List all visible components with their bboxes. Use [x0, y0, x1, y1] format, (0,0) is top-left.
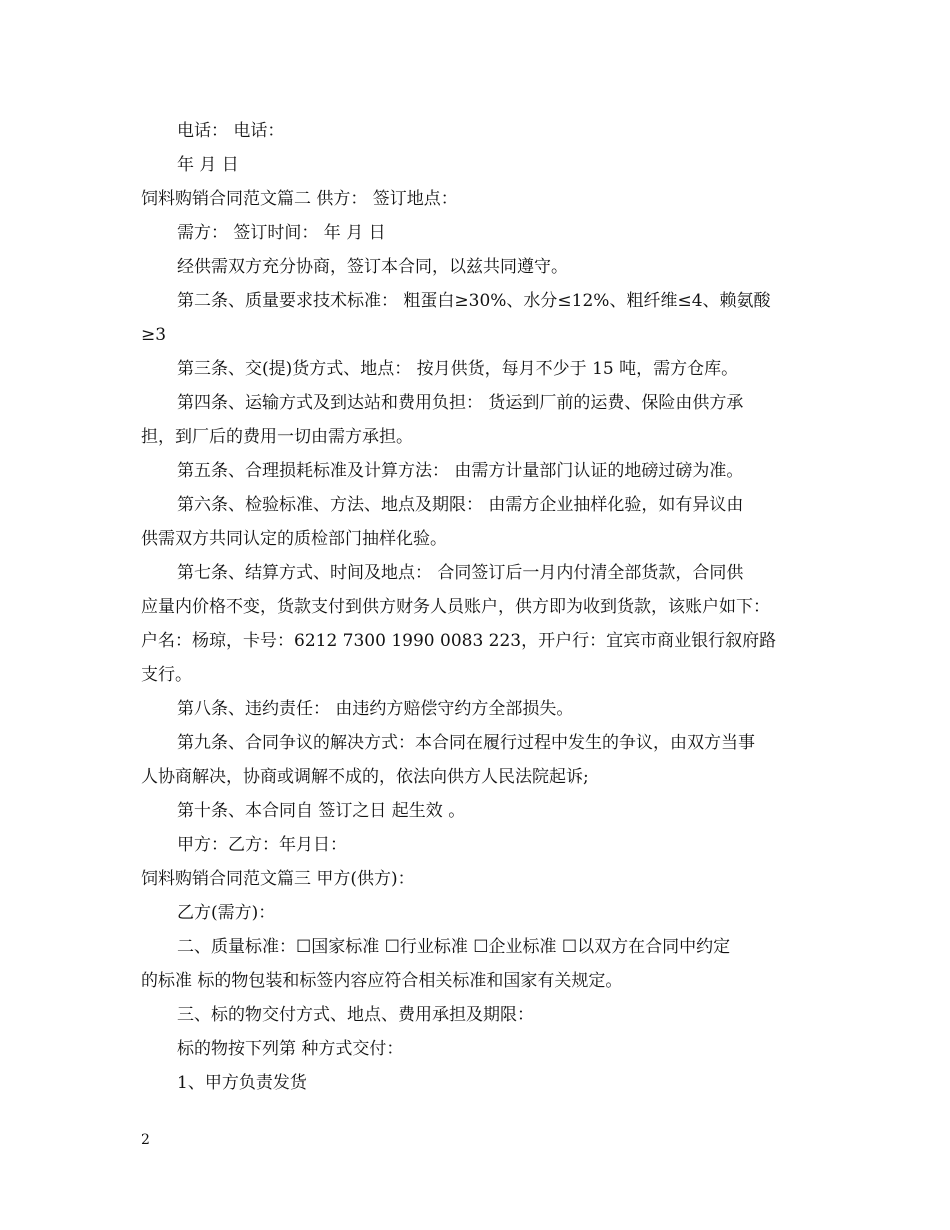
text-line: 年 月 日 — [177, 155, 239, 175]
text-line: 乙方(需方)： — [177, 903, 276, 923]
text-line: 担，到厂后的费用一切由需方承担。 — [141, 427, 413, 447]
text-line: 的标准 标的物包装和标签内容应符合相关标准和国家有关规定。 — [141, 971, 623, 991]
document-body — [141, 114, 813, 1100]
text-line: 第五条、合理损耗标准及计算方法： 由需方计量部门认证的地磅过磅为准。 — [177, 461, 744, 481]
text-line: 经供需双方充分协商，签订本合同，以兹共同遵守。 — [177, 257, 568, 277]
text-line: 第二条、质量要求技术标准： 粗蛋白≥30%、水分≤12%、粗纤维≤4、赖氨酸 — [177, 291, 771, 311]
text-line: 第六条、检验标准、方法、地点及期限： 由需方企业抽样化验，如有异议由 — [177, 495, 744, 515]
text-line: 二、质量标准：☐国家标准 ☐行业标准 ☐企业标准 ☐以双方在合同中约定 — [177, 937, 731, 957]
text-line: 三、标的物交付方式、地点、费用承担及期限： — [177, 1005, 534, 1025]
text-line: 甲方：乙方：年月日： — [177, 835, 347, 855]
text-line: 电话： 电话： — [177, 121, 285, 141]
text-line: 饲料购销合同范文篇二 供方： 签订地点： — [141, 189, 458, 209]
text-line: 第四条、运输方式及到达站和费用负担： 货运到厂前的运费、保险由供方承 — [177, 393, 744, 413]
text-line: 第三条、交(提)货方式、地点： 按月供货，每月不少于 15 吨，需方仓库。 — [177, 359, 739, 379]
text-line: 人协商解决，协商或调解不成的，依法向供方人民法院起诉; — [141, 767, 589, 787]
text-line: 第八条、违约责任： 由违约方赔偿守约方全部损失。 — [177, 699, 574, 719]
text-line: 支行。 — [141, 665, 192, 685]
text-line: 户名：杨琼，卡号：6212 7300 1990 0083 223，开户行：宜宾市商业银行叙府路 — [141, 631, 777, 651]
text-line: 标的物按下列第 种方式交付： — [177, 1039, 404, 1059]
text-line: 饲料购销合同范文篇三 甲方(供方)： — [141, 869, 415, 889]
page-number: 2 — [141, 1132, 150, 1148]
text-line: 第七条、结算方式、时间及地点： 合同签订后一月内付清全部货款，合同供 — [177, 563, 744, 583]
text-line: 供需双方共同认定的质检部门抽样化验。 — [141, 529, 447, 549]
text-line: 1、甲方负责发货 — [177, 1073, 307, 1093]
text-line: ≥3 — [141, 325, 167, 345]
text-line: 第九条、合同争议的解决方式：本合同在履行过程中发生的争议，由双方当事 — [177, 733, 755, 753]
text-line: 需方： 签订时间： 年 月 日 — [177, 223, 386, 243]
text-line: 第十条、本合同自 签订之日 起生效 。 — [177, 801, 466, 821]
text-line: 应量内价格不变，货款支付到供方财务人员账户，供方即为收到货款，该账户如下： — [141, 597, 770, 617]
